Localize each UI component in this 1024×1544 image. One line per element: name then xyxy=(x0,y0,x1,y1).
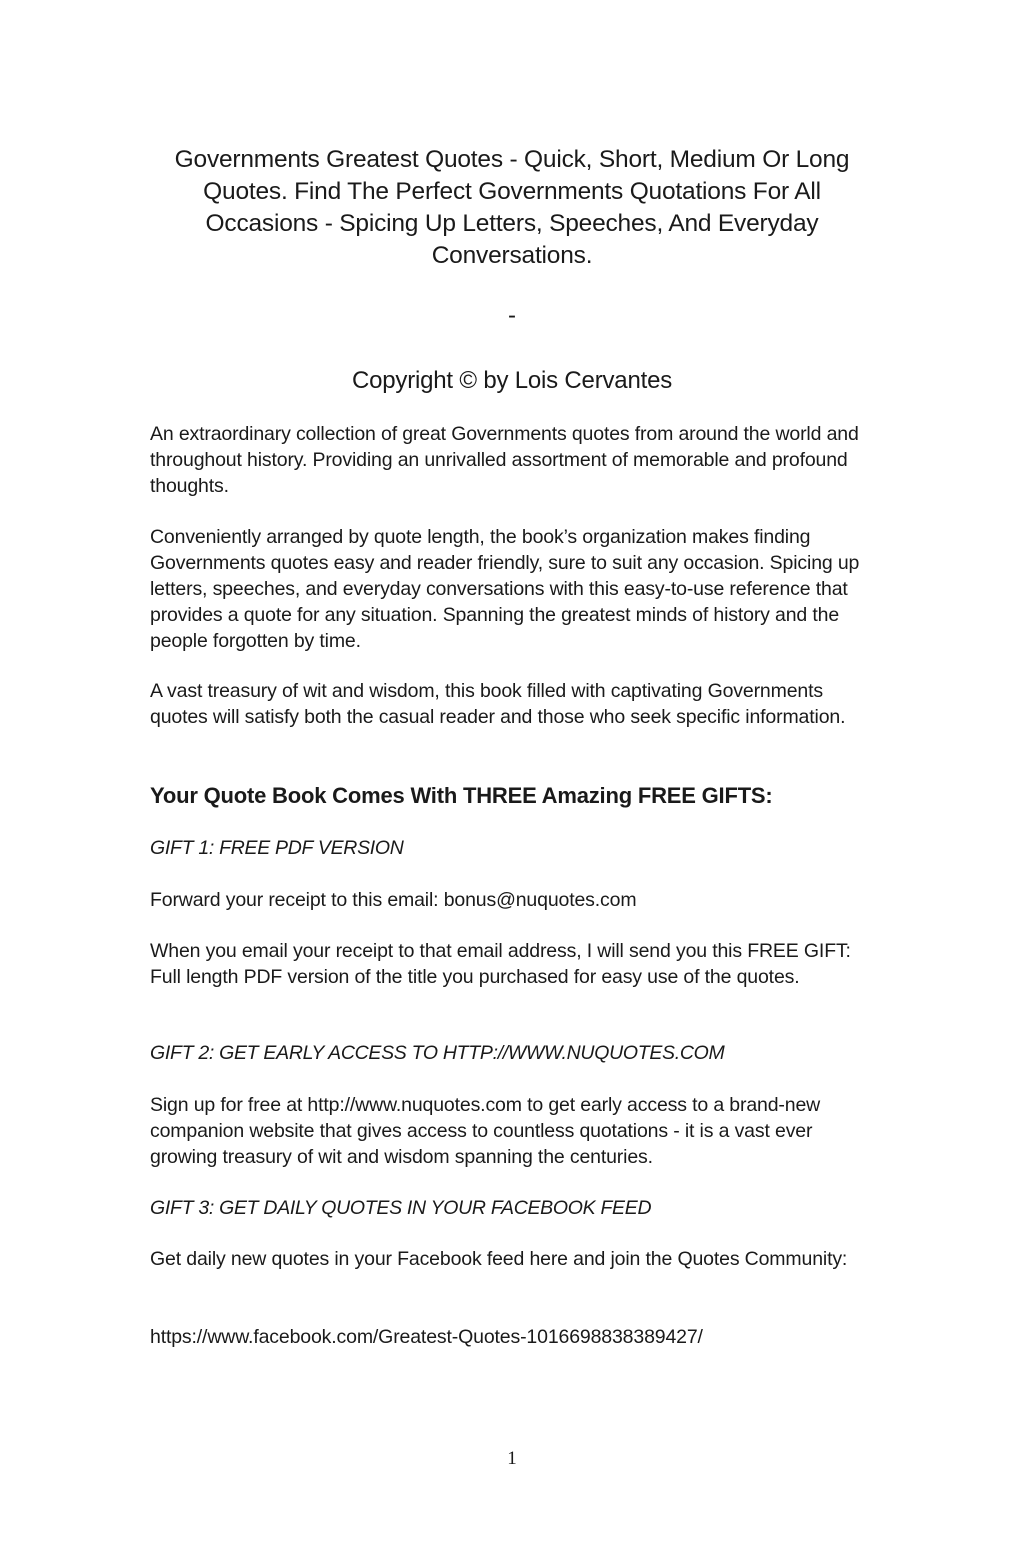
copyright-line: Copyright © by Lois Cervantes xyxy=(351,367,673,394)
arrangement-paragraph: Conveniently arranged by quote length, the book’s organization makes finding Governments quotes easy and reader friendly, sure to suit any occasion. Spicing up letters, speeches, and everyday conversations with this easy-to-use reference that provides a quote for any situation. Spanning the greatest minds of history and the people forgotten by time. xyxy=(150,526,860,652)
gift1-email-line: Forward your receipt to this email: bonus@nuquotes.com xyxy=(150,889,637,911)
gift1-description: When you email your receipt to that email address, I will send you this FREE GIFT: Full length PDF version of the title you purchased for easy use of the quotes. xyxy=(150,940,851,988)
gift2-title: GIFT 2: GET EARLY ACCESS TO HTTP://WWW.NUQUOTES.COM xyxy=(150,1042,725,1064)
gifts-heading: Your Quote Book Comes With THREE Amazing FREE GIFTS: xyxy=(150,783,773,808)
intro-paragraph: An extraordinary collection of great Governments quotes from around the world and throughout history. Providing an unrivalled assortment of memorable and profound thoughts. xyxy=(150,423,859,497)
page-number: 1 xyxy=(507,1448,517,1469)
document-title: Governments Greatest Quotes - Quick, Short, Medium Or Long Quotes. Find The Perfect Governments Quotations For All Occasions - Spicing Up Letters, Speeches, And Everyday Conversations. xyxy=(174,146,850,269)
gift2-description: Sign up for free at http://www.nuquotes.com to get early access to a brand-new companion website that gives access to countless quotations - it is a vast ever growing treasury of wit and wisdom spanning the centuries. xyxy=(150,1094,821,1168)
gift3-title: GIFT 3: GET DAILY QUOTES IN YOUR FACEBOOK FEED xyxy=(150,1197,652,1219)
gift3-description: Get daily new quotes in your Facebook feed here and join the Quotes Community: xyxy=(150,1248,848,1270)
title-separator: - xyxy=(508,302,516,329)
facebook-link[interactable]: https://www.facebook.com/Greatest-Quotes-1016698838389427/ xyxy=(150,1326,703,1348)
gift1-title: GIFT 1: FREE PDF VERSION xyxy=(150,837,404,859)
treasury-paragraph: A vast treasury of wit and wisdom, this book filled with captivating Governments quotes will satisfy both the casual reader and those who seek specific information. xyxy=(150,680,846,728)
